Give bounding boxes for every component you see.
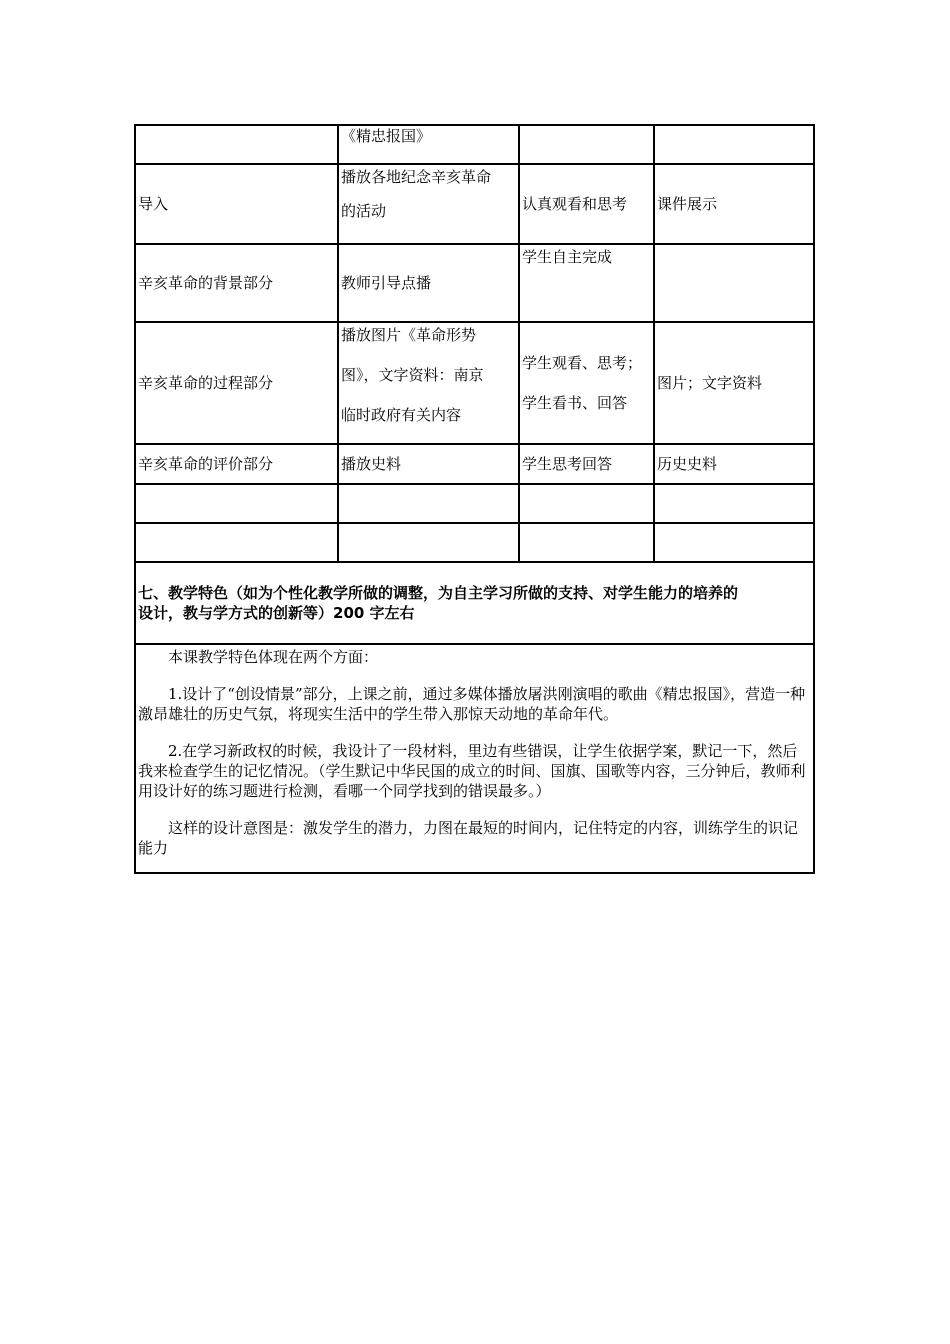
table-cell (519, 484, 654, 523)
table-cell (338, 523, 519, 562)
table-row (135, 244, 814, 322)
table-cell (135, 125, 338, 164)
table-row (135, 125, 814, 164)
table-cell (338, 164, 519, 244)
table-cell: 教师引导点播 (338, 244, 519, 322)
table-cell: 历史史料 (654, 444, 814, 484)
table-cell (338, 322, 519, 444)
features-point-1: 1.设计了“创设情景”部分，上课之前，通过多媒体播放屠洪刚演唱的歌曲《精忠报国》，营造一种激昂雄壮的历史气氛，将现实生活中的学生带入那惊天动地的革命年代。 (138, 685, 806, 723)
table-cell (519, 523, 654, 562)
features-heading-line: 七、教学特色（如为个性化教学所做的调整，为自主学习所做的支持、对学生能力的培养的 (138, 584, 739, 602)
cell-line: 的活动 (341, 202, 387, 220)
features-conclusion: 这样的设计意图是：激发学生的潜力，力图在最短的时间内，记住特定的内容，训练学生的识记能力 (138, 819, 799, 857)
table-cell (654, 484, 814, 523)
table-cell: 辛亥革命的过程部分 (135, 322, 338, 444)
table-cell: 《精忠报国》 (338, 125, 519, 164)
table-row (135, 644, 814, 873)
features-point-2: 2.在学习新政权的时候，我设计了一段材料，里边有些错误，让学生依据学案，默记一下，然后我来检查学生的记忆情况。（学生默记中华民国的成立的时间、国旗、国歌等内容，三分钟后，教师利用设计好的练习题进行检测，看哪一个同学找到的错误最多。） (138, 742, 806, 800)
table-cell (654, 244, 814, 322)
cell-line: 播放各地纪念辛亥革命 (341, 168, 492, 186)
features-body (135, 644, 814, 873)
table-row (135, 164, 814, 244)
table-row (135, 523, 814, 562)
table-row (135, 484, 814, 523)
table-cell: 课件展示 (654, 164, 814, 244)
table-cell (338, 484, 519, 523)
table-cell (135, 523, 338, 562)
cell-line: 图》，文字资料：南京 (341, 366, 484, 384)
table-cell: 学生思考回答 (519, 444, 654, 484)
table-row (135, 562, 814, 644)
table-cell: 辛亥革命的评价部分 (135, 444, 338, 484)
table-cell: 辛亥革命的背景部分 (135, 244, 338, 322)
lesson-plan-table (134, 124, 815, 874)
table-cell: 图片；文字资料 (654, 322, 814, 444)
cell-line: 播放图片《革命形势 (341, 326, 477, 344)
table-cell (654, 523, 814, 562)
features-heading-line: 设计，教与学方式的创新等）200 字左右 (138, 604, 415, 622)
table-cell: 导入 (135, 164, 338, 244)
table-cell (135, 484, 338, 523)
table-cell: 学生自主完成 (519, 244, 654, 322)
features-intro: 本课教学特色体现在两个方面： (168, 648, 379, 666)
table-cell (519, 322, 654, 444)
table-cell: 认真观看和思考 (519, 164, 654, 244)
features-heading (135, 562, 814, 644)
cell-line: 临时政府有关内容 (341, 406, 462, 424)
cell-line: 学生看书、回答 (522, 394, 628, 412)
table-row (135, 322, 814, 444)
table-cell (654, 125, 814, 164)
table-row (135, 444, 814, 484)
table-cell (519, 125, 654, 164)
cell-line: 学生观看、思考； (522, 354, 643, 372)
table-cell: 播放史料 (338, 444, 519, 484)
